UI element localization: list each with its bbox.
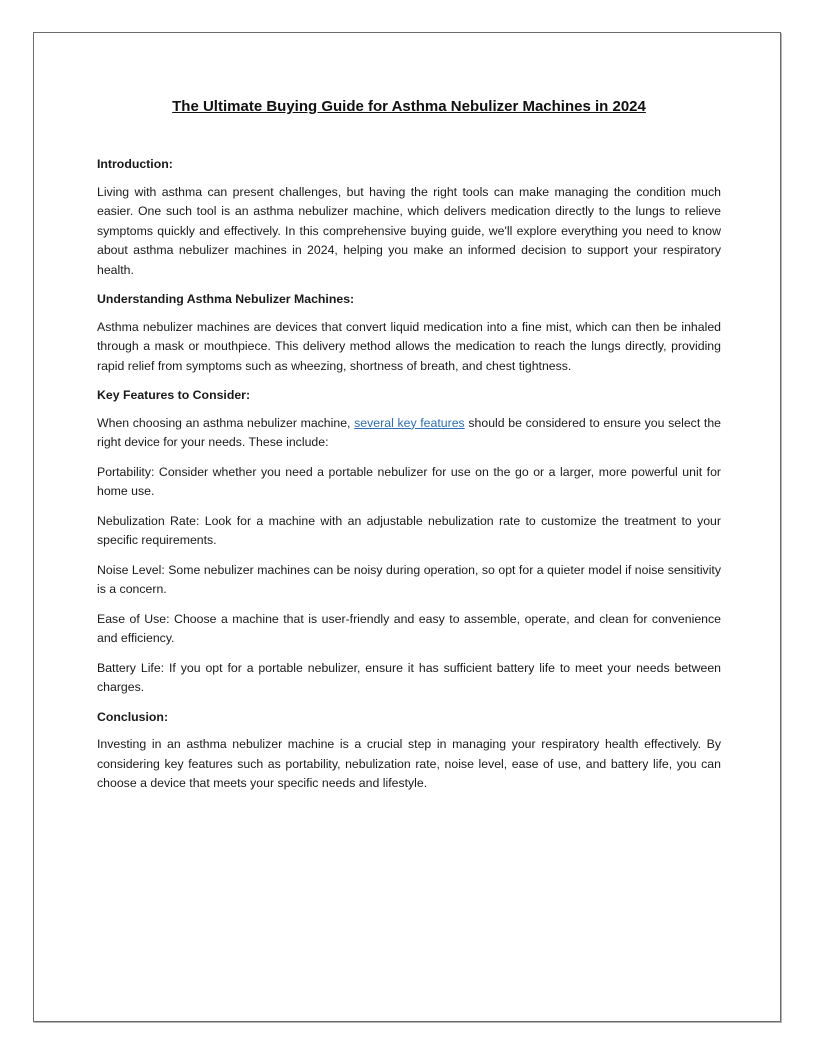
feature-portability: Portability: Consider whether you need a portable nebulizer for use on the go or a larger, more powerful unit for home use. [97,464,721,498]
several-key-features-link[interactable]: several key features [354,415,465,430]
key-features-intro-paragraph [97,414,721,453]
feature-battery-life: Battery Life: If you opt for a portable nebulizer, ensure it has sufficient battery life to meet your needs between charges. [97,660,721,694]
key-features-heading: Key Features to Consider: [97,388,251,402]
feature-noise-level: Noise Level: Some nebulizer machines can be noisy during operation, so opt for a quieter model if noise sensitivity is a concern. [97,562,721,596]
understanding-heading: Understanding Asthma Nebulizer Machines: [97,292,355,306]
introduction-paragraph: Living with asthma can present challenges, but having the right tools can make managing the condition much easier. One such tool is an asthma nebulizer machine, which delivers medication directly to the lungs to relieve symptoms quickly and effectively. In this comprehensive buying guide, we'll explore everything you need to know about asthma nebulizer machines in 2024, helping you make an informed decision to support your respiratory health. [97,184,721,277]
understanding-paragraph: Asthma nebulizer machines are devices that convert liquid medication into a fine mist, which can then be inhaled through a mask or mouthpiece. This delivery method allows the medication to reach the lungs directly, providing rapid relief from symptoms such as wheezing, shortness of breath, and chest tightness. [97,319,721,373]
features-intro-text-before: When choosing an asthma nebulizer machine, [97,415,355,430]
conclusion-paragraph: Investing in an asthma nebulizer machine is a crucial step in managing your respiratory health effectively. By considering key features such as portability, nebulization rate, noise level, ease of use, and battery life, you can choose a device that meets your specific needs and lifestyle. [97,737,721,790]
document-body [97,97,721,804]
features-intro-text-after: should be considered to ensure you select the right device for your needs. These include: [97,415,721,449]
conclusion-heading: Conclusion: [97,709,169,724]
feature-nebulization-rate: Nebulization Rate: Look for a machine with an adjustable nebulization rate to customize the treatment to your specific requirements. [97,513,721,547]
document-title: The Ultimate Buying Guide for Asthma Nebulizer Machines in 2024 [172,98,646,115]
feature-ease-of-use: Ease of Use: Choose a machine that is user-friendly and easy to assemble, operate, and clean for convenience and efficiency. [97,611,721,645]
document-page [33,32,781,1022]
introduction-heading: Introduction: [97,157,173,171]
